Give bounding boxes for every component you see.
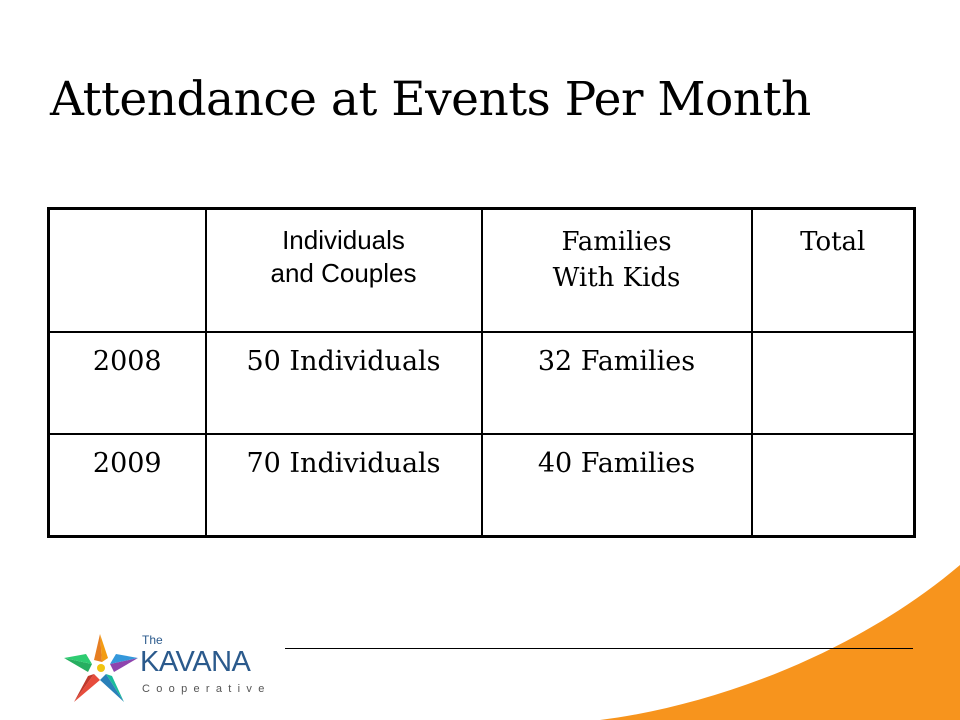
year-cell: 2009 [49,434,206,537]
table-row [49,434,915,537]
divider-line [285,648,913,649]
slide-title: Attendance at Events Per Month [50,72,811,127]
kavana-logo [58,628,278,708]
header-text: With Kids [552,263,681,293]
header-text: Total [800,227,866,257]
table-row [49,332,915,434]
header-cell-empty [49,209,206,333]
attendance-table [47,207,916,538]
individuals-cell: 70 Individuals [206,434,482,537]
swoosh-shape [600,565,960,720]
header-text: Individuals [282,225,405,255]
year-cell: 2008 [49,332,206,434]
total-cell [752,434,915,537]
header-cell-families [482,209,752,333]
header-cell-individuals [206,209,482,333]
header-text: Families [561,227,672,257]
star-people-icon [58,628,142,708]
families-cell: 40 Families [482,434,752,537]
individuals-cell: 50 Individuals [206,332,482,434]
header-text: and Couples [270,258,417,288]
table-header-row [49,209,915,333]
header-cell-total [752,209,915,333]
families-cell: 32 Families [482,332,752,434]
logo-subtitle-text: Cooperative [142,683,271,695]
total-cell [752,332,915,434]
logo-name-text: KAVANA [140,646,251,678]
logo-the-text: The [142,633,163,647]
